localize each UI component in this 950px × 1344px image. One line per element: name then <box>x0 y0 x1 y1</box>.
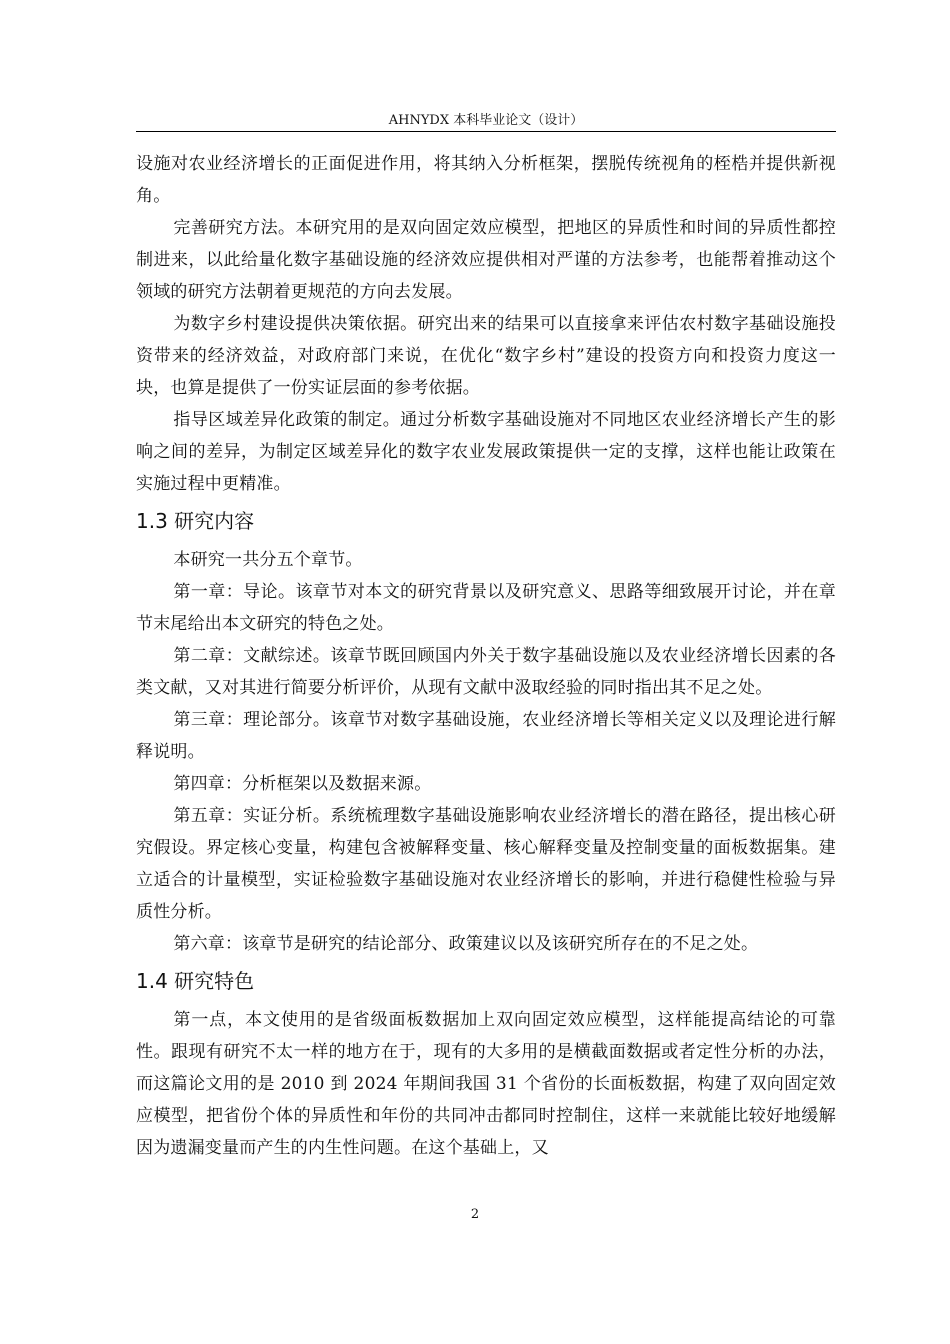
paragraph-chapter-5: 第五章：实证分析。系统梳理数字基础设施影响农业经济增长的潜在路径，提出核心研究假设。界定核心变量，构建包含被解释变量、核心解释变量及控制变量的面板数据集。建立适合的计量模型，实证检验数字基础设施对农业经济增长的影响，并进行稳健性检验与异质性分析。 <box>136 806 836 922</box>
header-rule <box>136 131 836 132</box>
paragraph-chapter-2: 第二章：文献综述。该章节既回顾国内外关于数字基础设施以及农业经济增长因素的各类文献，又对其进行简要分析评价，从现有文献中汲取经验的同时指出其不足之处。 <box>136 646 836 698</box>
page-number: 2 <box>470 1207 480 1222</box>
paragraph-policy-basis: 为数字乡村建设提供决策依据。研究出来的结果可以直接拿来评估农村数字基础设施投资带来的经济效益，对政府部门来说，在优化“数字乡村”建设的投资方向和投资力度这一块，也算是提供了一份实证层面的参考依据。 <box>136 314 836 398</box>
section-heading-1-3: 1.3 研究内容 <box>136 509 255 533</box>
paragraph-continuation: 设施对农业经济增长的正面促进作用，将其纳入分析框架，摆脱传统视角的桎梏并提供新视角。 <box>136 154 836 206</box>
paragraph-chapter-6: 第六章：该章节是研究的结论部分、政策建议以及该研究所存在的不足之处。 <box>173 934 759 954</box>
paragraph-chapter-4: 第四章：分析框架以及数据来源。 <box>173 774 432 794</box>
paragraph-method: 完善研究方法。本研究用的是双向固定效应模型，把地区的异质性和时间的异质性都控制进来，以此给量化数字基础设施的经济效应提供相对严谨的方法参考，也能帮着推动这个领域的研究方法朝着更规范的方向去发展。 <box>136 218 836 302</box>
page-header: AHNYDX 本科毕业论文（设计） <box>388 113 584 128</box>
section-heading-1-4: 1.4 研究特色 <box>136 969 255 993</box>
paragraph-feature-1: 第一点，本文使用的是省级面板数据加上双向固定效应模型，这样能提高结论的可靠性。跟现有研究不太一样的地方在于，现有的大多用的是横截面数据或者定性分析的办法，而这篇论文用的是 2010 到 2024 年期间我国 31 个省份的长面板数据，构建了双向固定效应模型，把省份个体的异质性和年份的共同冲击都同时控制住，这样一来就能比较好地缓解因为遗漏变量而产生的内生性问题。在这个基础上，又 <box>136 1010 836 1158</box>
paragraph-chapter-3: 第三章：理论部分。该章节对数字基础设施，农业经济增长等相关定义以及理论进行解释说明。 <box>136 710 836 762</box>
paragraph-chapter-1: 第一章：导论。该章节对本文的研究背景以及研究意义、思路等细致展开讨论，并在章节末尾给出本文研究的特色之处。 <box>136 582 836 634</box>
paragraph-regional-policy: 指导区域差异化政策的制定。通过分析数字基础设施对不同地区农业经济增长产生的影响之间的差异，为制定区域差异化的数字农业发展政策提供一定的支撑，这样也能让政策在实施过程中更精准。 <box>136 410 836 494</box>
paragraph-chapters-intro: 本研究一共分五个章节。 <box>173 550 363 570</box>
page-body <box>136 148 836 1164</box>
